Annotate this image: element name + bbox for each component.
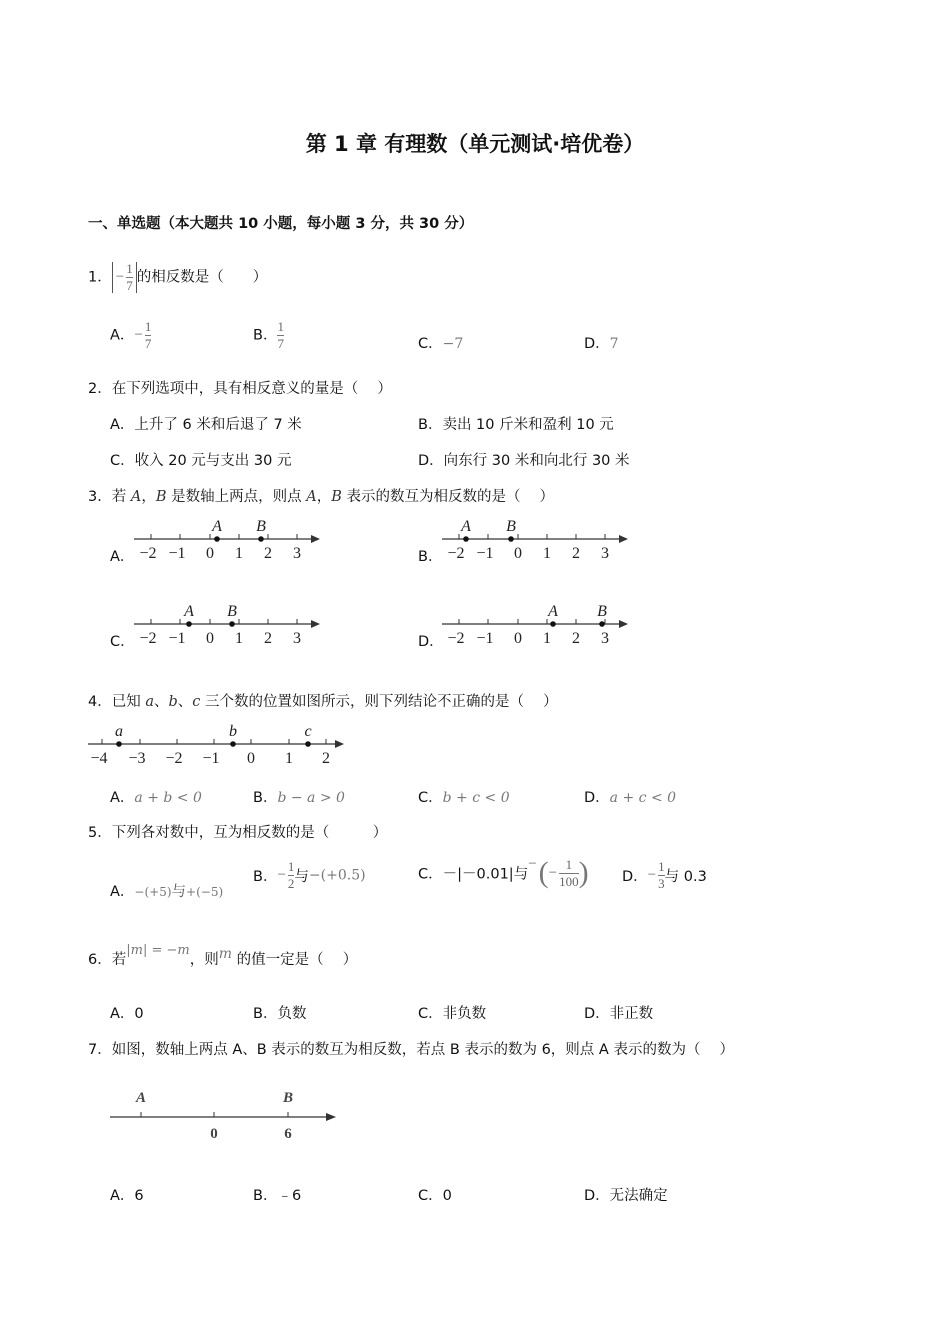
q5-option-c[interactable] (418, 856, 589, 890)
q3d-tick-3: 3 (601, 630, 609, 647)
q4-tick--1: −1 (202, 750, 220, 767)
q7-option-c[interactable]: C．0 (418, 1188, 452, 1204)
q3-option-d-numberline[interactable] (438, 597, 638, 651)
question-7: 7．如图，数轴上两点 A、B 表示的数互为相反数，若点 B 表示的数为 6，则点 A 表示的数为（ ） (88, 1042, 735, 1058)
q4-d-label: D． (584, 790, 610, 806)
section-header (88, 212, 473, 233)
q4-tick-1: 1 (285, 750, 293, 767)
q2-option-a[interactable]: A．上升了 6 米和后退了 7 米 (110, 417, 302, 433)
q3-var-b-2: B (331, 489, 342, 505)
q3a-tick--1: −1 (168, 545, 186, 562)
q4-c-label: C． (418, 790, 443, 806)
q5-b-with: 与 (294, 869, 309, 885)
q1-option-c[interactable] (418, 332, 463, 353)
q3d-tick--2: −2 (447, 630, 465, 647)
q5-option-a[interactable] (110, 880, 223, 901)
q4-point-a (116, 741, 122, 747)
q1-c-label: C． (418, 336, 443, 352)
q5-option-b[interactable] (253, 860, 366, 891)
q4-option-d[interactable] (584, 786, 676, 807)
q1-d-value: 7 (609, 336, 619, 352)
q3-var-a: A (130, 489, 142, 505)
section-middle: 小题，每小题 3 分，共 (258, 216, 420, 232)
q4-a-label: A． (110, 790, 135, 806)
q4-tick--3: −3 (128, 750, 146, 767)
q4-tick--2: −2 (165, 750, 183, 767)
q5-d-sign: − (647, 867, 657, 883)
q3a-ticks (151, 534, 297, 539)
q4-numberline (84, 718, 354, 770)
q4-b-expr: b − a > 0 (277, 790, 345, 806)
q3d-label-a: A (548, 603, 558, 620)
q4-tick--4: −4 (90, 750, 108, 767)
q3d-tick-0: 0 (514, 630, 522, 647)
q5-c-inner-sign: − (548, 864, 558, 881)
q3-stem-3: 是数轴上两点，则点 (166, 489, 307, 505)
q5-b-num: 1 (287, 859, 295, 874)
q6-option-a[interactable]: A．0 (110, 1006, 144, 1022)
q3b-tick-0: 0 (514, 545, 522, 562)
q3-option-d-label[interactable]: D． (418, 634, 444, 650)
q3c-label-b: B (227, 603, 237, 620)
q1-option-a[interactable] (110, 320, 151, 351)
q5-a-with: 与 (171, 884, 187, 900)
section-prefix: 一、单选题（本大题共 (88, 216, 239, 232)
section-suffix: 分） (439, 216, 474, 232)
q3a-tick-3: 3 (293, 545, 301, 562)
q5-d-num: 1 (658, 859, 665, 874)
q3d-tick-2: 2 (572, 630, 580, 647)
q2-option-c[interactable]: C．收入 20 元与支出 30 元 (110, 453, 292, 469)
q3c-tick--1: −1 (168, 630, 186, 647)
q5-c-outer-sign: − (528, 856, 537, 872)
q7-option-a[interactable]: A．6 (110, 1188, 144, 1204)
q5-b-expr2: −(+0.5) (308, 867, 366, 884)
q5-c-label: C． (418, 866, 443, 883)
q3-stem-5: 表示的数互为相反数的是（ ） (341, 489, 555, 505)
q4-option-a[interactable] (110, 786, 202, 807)
q4-tick-0: 0 (247, 750, 255, 767)
q3-stem-4: ， (316, 489, 332, 505)
q1-b-num: 1 (277, 319, 284, 334)
q3a-label-a: A (212, 518, 222, 535)
q4-option-b[interactable] (253, 786, 345, 807)
q4-var-c: c (192, 694, 201, 710)
q5-c-num: 1 (565, 856, 573, 872)
q3-var-a-2: A (306, 489, 317, 505)
q5-d-label: D． (622, 869, 648, 885)
q3-option-c-label[interactable]: C． (110, 634, 135, 650)
q3c-tick-0: 0 (206, 630, 214, 647)
q3-option-a-numberline[interactable] (130, 512, 330, 566)
q4-point-b (230, 741, 236, 747)
q1-a-num: 1 (144, 319, 152, 334)
q5-c-expr1: －|－0.01| (442, 866, 514, 883)
q1-option-d[interactable] (584, 332, 619, 353)
q3d-point-b (599, 621, 605, 627)
q3c-tick-3: 3 (293, 630, 301, 647)
q5-b-den: 2 (287, 876, 295, 891)
q3b-point-a (463, 536, 469, 542)
q6-number: 6．若 (88, 952, 127, 968)
q4-a-expr: a + b < 0 (134, 790, 202, 806)
q1-a-den: 7 (144, 336, 152, 351)
q4-label-a: a (115, 723, 123, 740)
q6-expr: |m| = −m (126, 943, 190, 958)
q7-option-d[interactable]: D．无法确定 (584, 1188, 668, 1204)
q5-c-with: 与 (513, 866, 529, 883)
q6-option-d[interactable]: D．非正数 (584, 1006, 654, 1022)
q6-mid: ，则 (189, 952, 219, 968)
q3a-tick-2: 2 (264, 545, 272, 562)
q3c-tick-1: 1 (235, 630, 243, 647)
q1-number: 1． (88, 269, 112, 286)
q5-d-with: 与 0.3 (664, 869, 707, 885)
q1-b-den: 7 (277, 336, 284, 351)
q3-option-b-label[interactable]: B． (418, 549, 443, 565)
q7-numberline (106, 1082, 346, 1144)
q5-c-close-paren: ) (578, 856, 589, 889)
q5-a-label: A． (110, 884, 135, 900)
q1-frac-num: 1 (126, 261, 133, 276)
q1-d-label: D． (584, 336, 610, 352)
q1-abs-expression (112, 262, 137, 293)
q2-option-b[interactable]: B．卖出 10 斤米和盈利 10 元 (418, 417, 614, 433)
q3c-label-a: A (184, 603, 194, 620)
q1-a-sign: − (134, 327, 143, 343)
question-6 (88, 943, 358, 969)
q3b-tick--2: −2 (447, 545, 465, 562)
q1-frac-den: 7 (126, 278, 133, 293)
q4-var-b: b (168, 694, 178, 710)
q3a-tick-0: 0 (206, 545, 214, 562)
q3c-tick-2: 2 (264, 630, 272, 647)
q6-option-b[interactable]: B．负数 (253, 1006, 307, 1022)
page-title: 第 1 章 有理数（单元测试·培优卷） (305, 132, 645, 156)
q3-option-c-numberline[interactable] (130, 597, 330, 651)
question-2: 2．在下列选项中，具有相反意义的量是（ ） (88, 381, 392, 397)
q3a-label-b: B (256, 518, 266, 535)
q3b-tick-2: 2 (572, 545, 580, 562)
q3d-tick-1: 1 (543, 630, 551, 647)
q1-b-fraction (277, 320, 284, 351)
q3a-tick-1: 1 (235, 545, 243, 562)
q5-option-d[interactable] (622, 860, 707, 891)
q5-c-fraction (559, 858, 579, 889)
q3d-point-a (550, 621, 556, 627)
q1-a-label: A． (110, 327, 135, 344)
q3c-point-b (229, 621, 235, 627)
q3a-tick--2: −2 (139, 545, 157, 562)
q4-option-c[interactable] (418, 786, 510, 807)
q5-b-label: B． (253, 869, 278, 885)
q1-c-value: −7 (442, 336, 464, 352)
q7-tick-6: 6 (284, 1126, 292, 1142)
q4-b-label: B． (253, 790, 278, 806)
q3-option-b-numberline[interactable] (438, 512, 638, 566)
q5-c-den: 100 (559, 873, 579, 889)
q6-stem-end: 的值一定是（ ） (231, 952, 358, 968)
q4-stem-2: 三个数的位置如图所示，则下列结论不正确的是（ ） (200, 694, 558, 710)
q3b-label-b: B (506, 518, 516, 535)
q3c-point-a (186, 621, 192, 627)
q4-var-a: a (145, 694, 154, 710)
q5-b-sign: − (277, 867, 286, 883)
q5-c-open-paren: ( (538, 856, 549, 889)
q3c-tick--2: −2 (139, 630, 157, 647)
q4-stem-1: 4．已知 (88, 694, 146, 710)
q3-var-b: B (155, 489, 167, 505)
q3b-label-a: A (461, 518, 471, 535)
q4-d-expr: a + c < 0 (609, 790, 677, 806)
q3b-point-b (508, 536, 514, 542)
section-total: 30 (419, 216, 440, 232)
q4-c-expr: b + c < 0 (442, 790, 510, 806)
q3d-tick--1: −1 (476, 630, 494, 647)
q4-label-c: c (304, 723, 312, 740)
q1-fraction (126, 262, 133, 293)
q4-tick-2: 2 (322, 750, 330, 767)
q6-option-c[interactable]: C．非负数 (418, 1006, 487, 1022)
q5-a-expr2: +(−5) (186, 885, 224, 899)
q1-b-label: B． (253, 327, 278, 344)
q3b-tick-1: 1 (543, 545, 551, 562)
q5-a-expr1: −(+5) (134, 885, 172, 899)
q4-sep-1: 、 (154, 694, 169, 710)
question-4 (88, 690, 558, 711)
q3d-label-b: B (597, 603, 607, 620)
q3-stem-1: 3．若 (88, 489, 131, 505)
q4-label-b: b (229, 723, 237, 740)
q3a-point-a (214, 536, 220, 542)
q5-d-den: 3 (658, 876, 665, 891)
q2-option-d[interactable]: D．向东行 30 米和向北行 30 米 (418, 453, 630, 469)
q1-a-fraction (145, 320, 152, 351)
q3a-point-b (258, 536, 264, 542)
q1-option-b[interactable] (253, 320, 284, 351)
q3b-tick--1: −1 (476, 545, 494, 562)
q7-tick-0: 0 (210, 1126, 218, 1142)
q3-stem-2: ， (141, 489, 156, 505)
q1-sign: − (115, 269, 125, 285)
q6-var-m: m (218, 946, 232, 962)
question-5: 5．下列各对数中，互为相反数的是（ ） (88, 825, 388, 841)
q3-option-a-label[interactable]: A． (110, 549, 135, 565)
q7-label-a: A (135, 1090, 147, 1106)
q4-point-c (305, 741, 311, 747)
q3b-tick-3: 3 (601, 545, 609, 562)
q7-label-b: B (282, 1090, 294, 1106)
question-1 (88, 262, 267, 293)
question-3 (88, 485, 554, 506)
q4-sep-2: 、 (177, 694, 193, 710)
section-count: 10 (238, 216, 259, 232)
q7-option-b[interactable]: B．﹣6 (253, 1188, 302, 1204)
q1-stem: 的相反数是（ ） (136, 269, 268, 286)
